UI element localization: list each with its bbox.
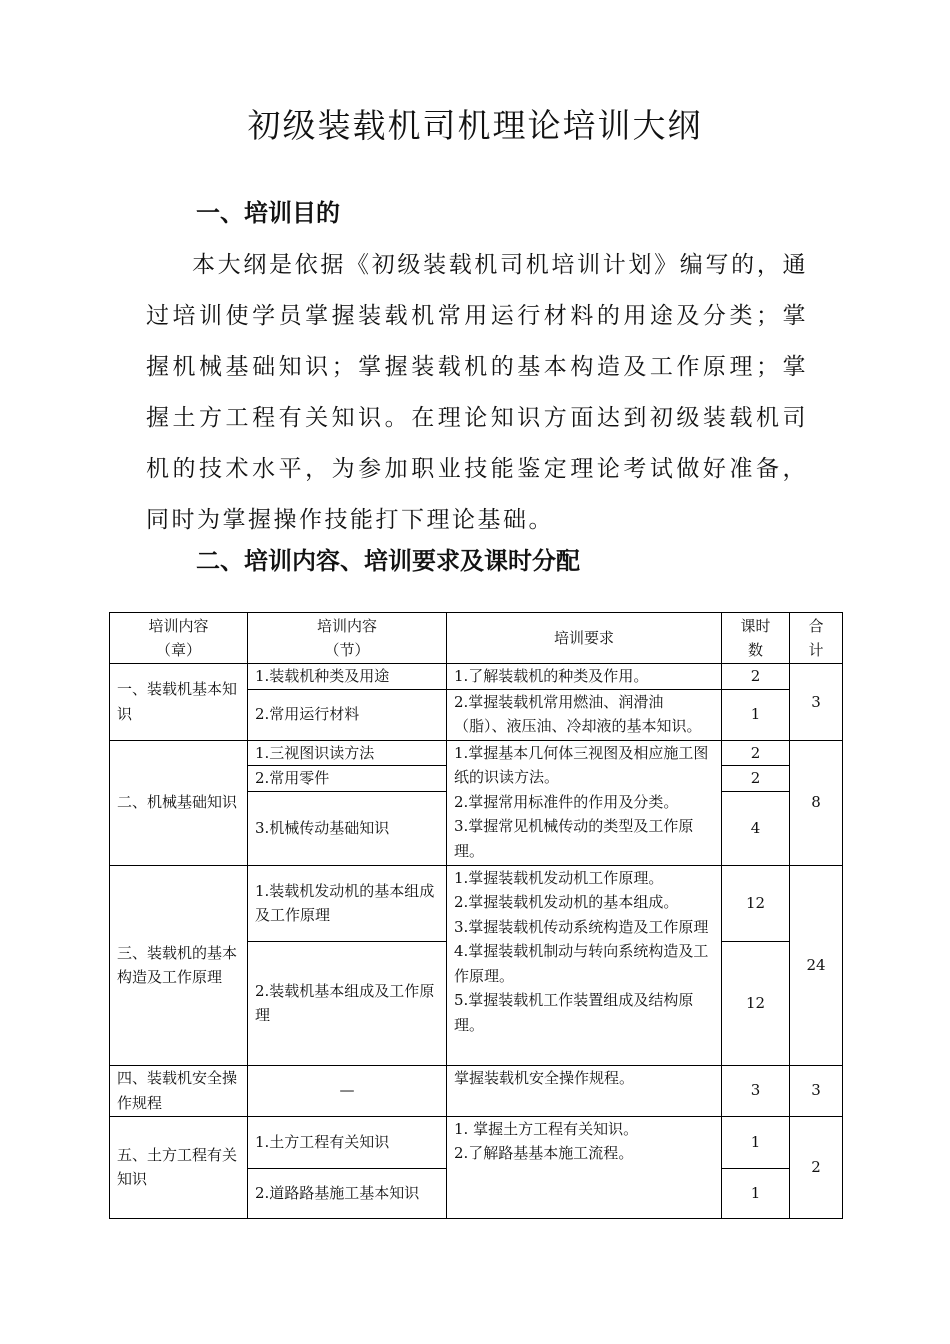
total-cell: 3: [790, 664, 843, 741]
header-total: 合 计: [790, 613, 843, 664]
chapter-cell: 一、装载机基本知识: [110, 664, 248, 741]
chapter-cell: 四、装载机安全操作规程: [110, 1065, 248, 1116]
hours-cell: 2: [722, 740, 790, 766]
requirement-cell: 1.掌握装载机发动机工作原理。 2.掌握装载机发动机的基本组成。 3.掌握装载机传动系统构造及工作原理 4.掌握装载机制动与转向系统构造及工作原理。 5.掌握装载机工作装置组成及结构原理。: [447, 865, 722, 1065]
hours-cell: 4: [722, 791, 790, 865]
section-cell: 2.装载机基本组成及工作原理: [248, 941, 447, 1065]
header-chapter: 培训内容 （章）: [110, 613, 248, 664]
section-cell: 2.常用零件: [248, 766, 447, 792]
header-hours: 课时 数: [722, 613, 790, 664]
table-row: [110, 865, 843, 941]
hours-cell: 1: [722, 1116, 790, 1168]
requirement-cell: 1. 掌握土方工程有关知识。 2.了解路基基本施工流程。: [447, 1116, 722, 1218]
section-heading-purpose: 一、培训目的: [196, 199, 340, 227]
section-heading-content: 二、培训内容、培训要求及课时分配: [196, 547, 580, 575]
section-cell: 1.装载机发动机的基本组成及工作原理: [248, 865, 447, 941]
hours-cell: 1: [722, 689, 790, 740]
table-row: [110, 664, 843, 690]
requirement-cell: 1.了解装载机的种类及作用。: [447, 664, 722, 690]
document-title: 初级装载机司机理论培训大纲: [247, 106, 703, 145]
total-cell: 2: [790, 1116, 843, 1218]
chapter-cell: 三、装载机的基本构造及工作原理: [110, 865, 248, 1065]
requirement-cell: 2.掌握装载机常用燃油、润滑油（脂）、液压油、冷却液的基本知识。: [447, 689, 722, 740]
total-cell: 8: [790, 740, 843, 865]
table-row: [110, 740, 843, 766]
hours-cell: 2: [722, 766, 790, 792]
requirement-cell: 1.掌握基本几何体三视图及相应施工图纸的识读方法。 2.掌握常用标准件的作用及分类。 3.掌握常见机械传动的类型及工作原理。: [447, 740, 722, 865]
table-row: [110, 1116, 843, 1168]
section-cell: 2.道路路基施工基本知识: [248, 1168, 447, 1218]
hours-cell: 12: [722, 865, 790, 941]
chapter-cell: 二、机械基础知识: [110, 740, 248, 865]
training-outline-table: [109, 612, 843, 1219]
table-header-row: [110, 613, 843, 664]
hours-cell: 2: [722, 664, 790, 690]
section-cell: 2.常用运行材料: [248, 689, 447, 740]
total-cell: 24: [790, 865, 843, 1065]
section-cell: 1.土方工程有关知识: [248, 1116, 447, 1168]
requirement-cell: 掌握装载机安全操作规程。: [447, 1065, 722, 1116]
header-section: 培训内容 （节）: [248, 613, 447, 664]
header-requirement: 培训要求: [447, 613, 722, 664]
section-cell: 3.机械传动基础知识: [248, 791, 447, 865]
hours-cell: 3: [722, 1065, 790, 1116]
total-cell: 3: [790, 1065, 843, 1116]
chapter-cell: 五、土方工程有关知识: [110, 1116, 248, 1218]
purpose-paragraph: 本大纲是依据《初级装载机司机培训计划》编写的，通过培训使学员掌握装载机常用运行材料的用途及分类；掌握机械基础知识；掌握装载机的基本构造及工作原理；掌握土方工程有关知识。在理论知识方面达到初级装载机司机的技术水平，为参加职业技能鉴定理论考试做好准备，同时为掌握操作技能打下理论基础。: [146, 252, 808, 533]
section-cell: —: [248, 1065, 447, 1116]
hours-cell: 12: [722, 941, 790, 1065]
hours-cell: 1: [722, 1168, 790, 1218]
table-row: [110, 1065, 843, 1116]
section-cell: 1.装载机种类及用途: [248, 664, 447, 690]
section-cell: 1.三视图识读方法: [248, 740, 447, 766]
